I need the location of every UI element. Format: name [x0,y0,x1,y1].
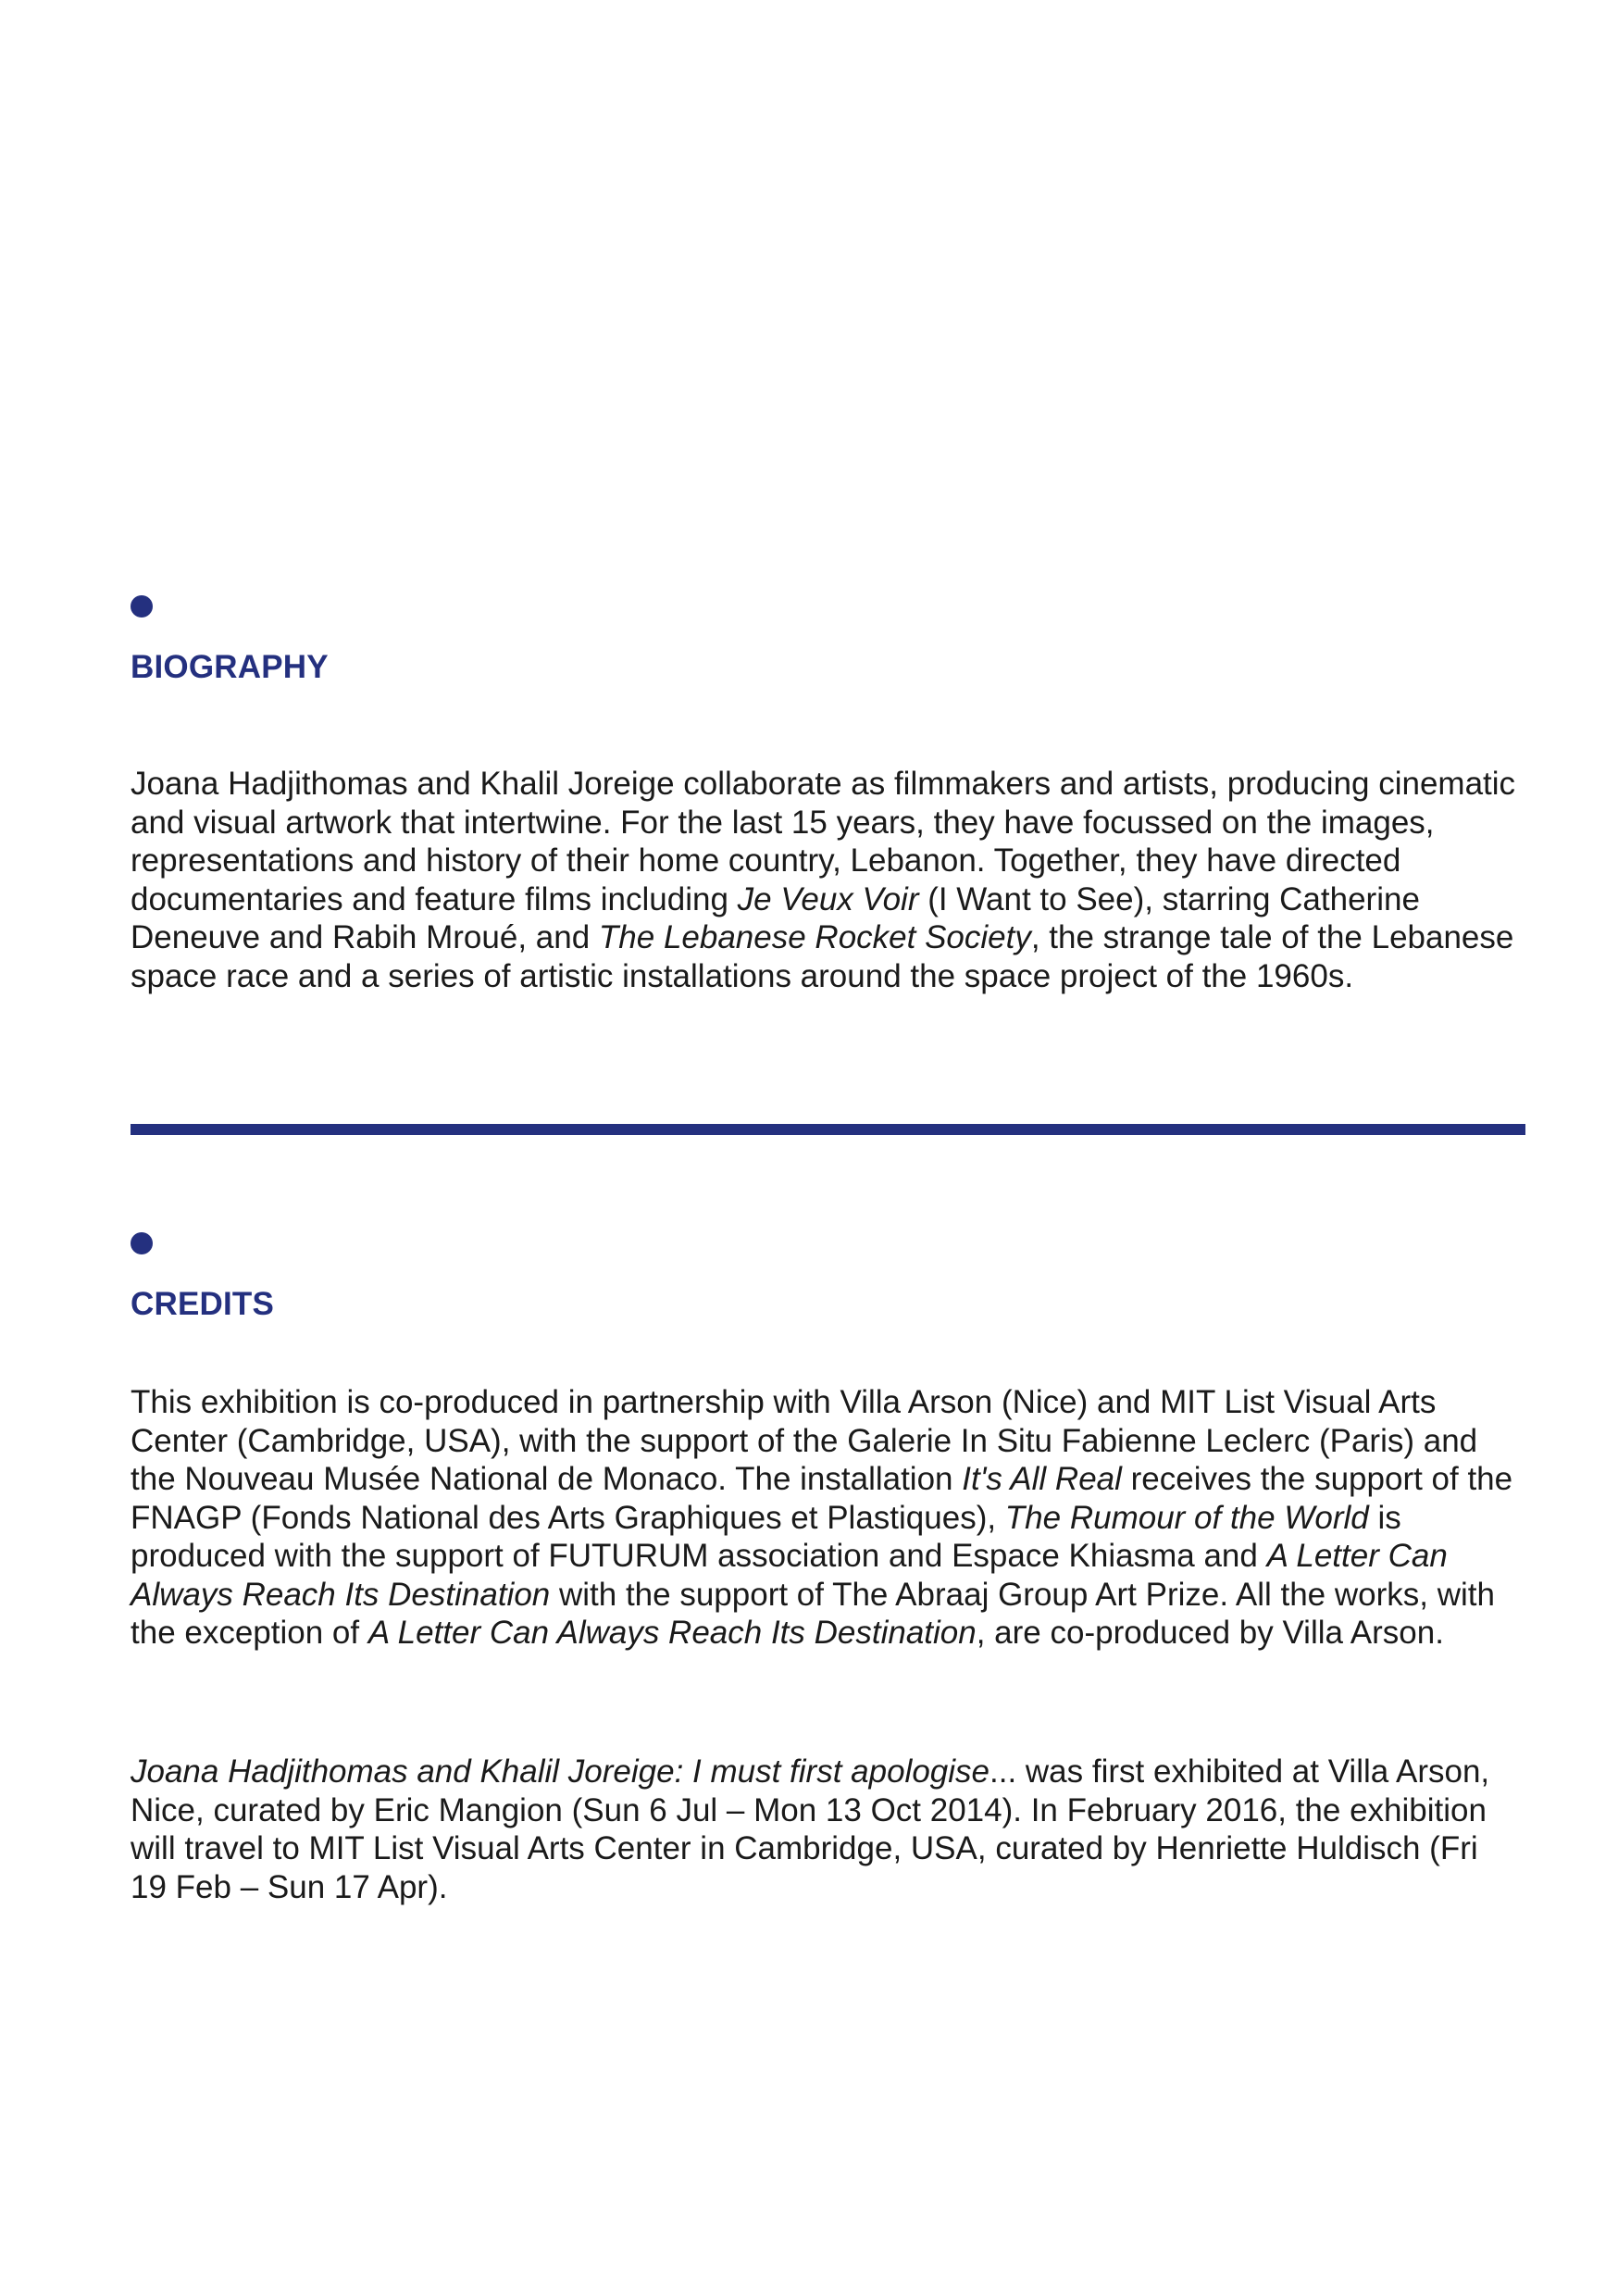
italic-title-text: Je Veux Voir [737,880,919,917]
body-text: Joana Hadjithomas and Khalil Joreige collaborate as filmmakers and artists, producing cinematic and visual artwork that intertwine. For the last 15 years, they have focussed on the images, representations and history of their home country, Lebanon. Together, they have directed documentaries and feature films including [131,766,1516,917]
body-text: ... was first exhibited at Villa Arson, Nice, curated by Eric Mangion (Sun 6 Jul – Mon 13 Oct 2014). In February 2016, the exhibition will travel to MIT List Visual Arts Center in Cambridge, USA, curated by Henriette Huldisch (Fri 19 Feb – Sun 17 Apr). [131,1753,1490,1905]
italic-title-text: It's All Real [962,1461,1122,1497]
body-text: , the strange tale of the Lebanese space race and a series of artistic installations around the space project of the 1960s. [131,919,1514,994]
biography-bullet-icon [131,595,153,618]
italic-title-text: The Rumour of the World [1004,1499,1369,1536]
biography-paragraph [131,765,1519,995]
biography-heading: BIOGRAPHY [131,649,329,685]
italic-title-text: A Letter Can Always Reach Its Destination [131,1538,1448,1613]
italic-title-text: A Letter Can Always Reach Its Destination [367,1615,977,1651]
credits-heading: CREDITS [131,1286,275,1322]
body-text: , are co-produced by Villa Arson. [976,1615,1444,1651]
body-text: receives the support of the FNAGP (Fonds National des Arts Graphiques et Plastiques), [131,1461,1513,1536]
credits-bullet-icon [131,1232,153,1254]
body-text: is produced with the support of FUTURUM association and Espace Khiasma and [131,1499,1401,1574]
italic-title-text: The Lebanese Rocket Society [598,919,1031,955]
body-text: (I Want to See), starring Catherine Deneuve and Rabih Mroué, and [131,880,1420,955]
credits-exhibition-paragraph [131,1753,1519,1906]
body-text: with the support of The Abraaj Group Art Prize. All the works, with the exception of [131,1576,1495,1651]
credits-paragraph [131,1383,1519,1653]
section-divider [131,1124,1525,1135]
body-text: This exhibition is co-produced in partnership with Villa Arson (Nice) and MIT List Visual Arts Center (Cambridge, USA), with the support of the Galerie In Situ Fabienne Leclerc (Paris) and the Nouveau Musée National de Monaco. The installation [131,1384,1478,1497]
italic-title-text: Joana Hadjithomas and Khalil Joreige: I must first apologise [131,1753,989,1790]
